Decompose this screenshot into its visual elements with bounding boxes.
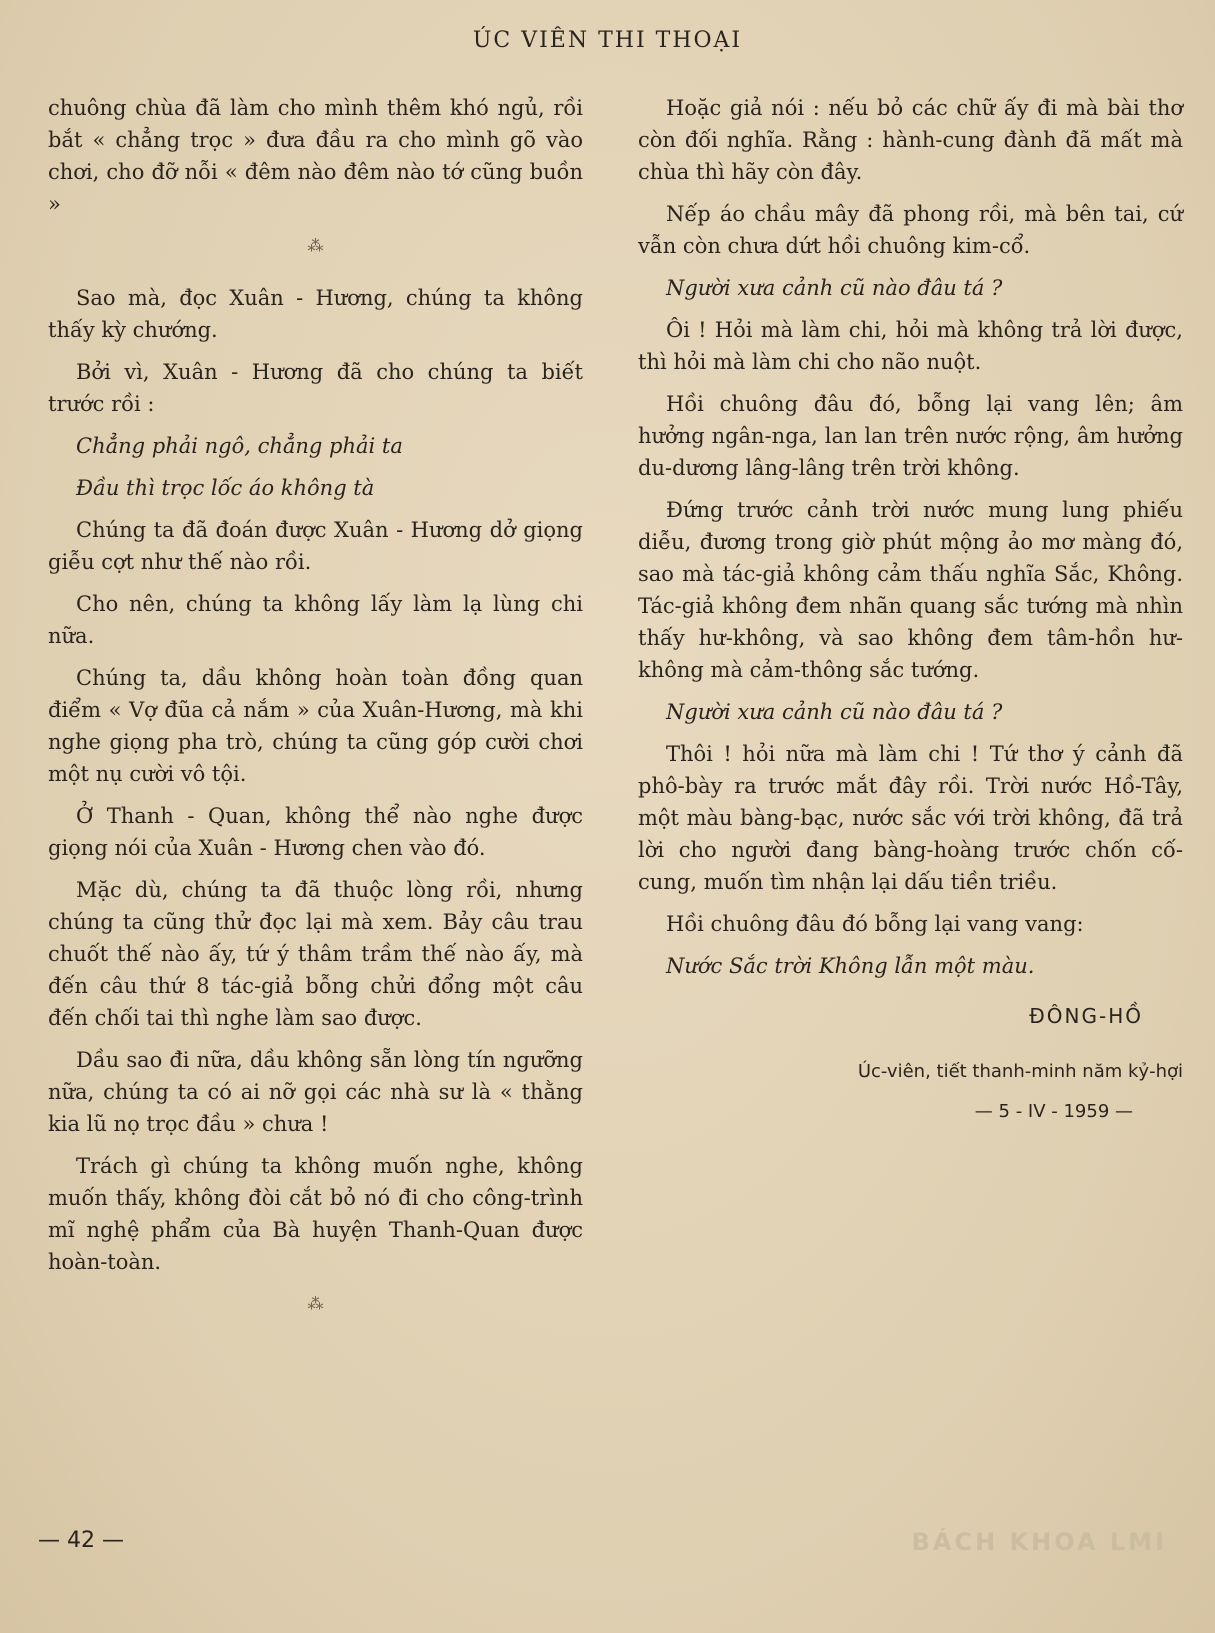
paragraph: Mặc dù, chúng ta đã thuộc lòng rồi, nhưng chúng ta cũng thử đọc lại mà xem. Bảy câu trau chuốt thế nào ấy, tứ ý thâm trầm thế nào ấy, mà đến câu thứ 8 tác-giả bỗng chửi đổng một câu đến chối tai thì nghe làm sao được. bbox=[48, 878, 583, 1030]
paragraph: Nếp áo chầu mây đã phong rồi, mà bên tai, cứ vẫn còn chưa dứt hồi chuông kim-cổ. bbox=[638, 202, 1183, 258]
page-number: — 42 — bbox=[38, 1528, 124, 1553]
paragraph: Ở Thanh - Quan, không thể nào nghe được giọng nói của Xuân - Hương chen vào đó. bbox=[48, 804, 583, 860]
left-column bbox=[48, 92, 583, 1340]
paragraph: Dầu sao đi nữa, dầu không sẵn lòng tín ngưỡng nữa, chúng ta có ai nỡ gọi các nhà sư là « thằng kia lũ nọ trọc đầu » chưa ! bbox=[48, 1048, 583, 1136]
verse-line: Chẳng phải ngô, chẳng phải ta bbox=[76, 434, 403, 458]
verse-line: Nước Sắc trời Không lẫn một màu. bbox=[666, 954, 1035, 978]
verse-line: Người xưa cảnh cũ nào đâu tá ? bbox=[666, 700, 1003, 724]
paragraph: Ôi ! Hỏi mà làm chi, hỏi mà không trả lời được, thì hỏi mà làm chi cho não nuột. bbox=[638, 318, 1183, 374]
paragraph: Hồi chuông đâu đó bỗng lại vang vang: bbox=[666, 912, 1084, 936]
paragraph: Hoặc giả nói : nếu bỏ các chữ ấy đi mà bài thơ còn đối nghĩa. Rằng : hành-cung đành đã mất mà chùa thì hãy còn đây. bbox=[638, 96, 1183, 184]
section-ornament: ⁂ bbox=[307, 236, 324, 255]
paragraph: Chúng ta đã đoán được Xuân - Hương dở giọng giễu cợt như thế nào rồi. bbox=[48, 518, 583, 574]
verse-line: Người xưa cảnh cũ nào đâu tá ? bbox=[666, 276, 1003, 300]
dateline: Úc-viên, tiết thanh-minh năm kỷ-hợi bbox=[857, 1061, 1183, 1082]
section-ornament: ⁂ bbox=[307, 1294, 324, 1313]
paragraph: Đứng trước cảnh trời nước mung lung phiếu diễu, đương trong giờ phút mộng ảo mơ màng đó, sao mà tác-giả không cảm thấu nghĩa Sắc, Không. Tác-giả không đem nhãn quang sắc tướng mà nhìn thấy hư-không, và sao không đem tâm-hồn hư-không mà cảm-thông sắc tướng. bbox=[638, 498, 1183, 682]
paragraph: Hồi chuông đâu đó, bỗng lại vang lên; âm hưởng ngân-nga, lan lan trên nước rộng, âm hưởng du-dương lâng-lâng trên trời không. bbox=[638, 392, 1183, 480]
verse-line: Đầu thì trọc lốc áo không tà bbox=[76, 476, 375, 500]
right-column bbox=[638, 92, 1183, 1128]
page-header: ÚC VIÊN THI THOẠI bbox=[472, 28, 743, 53]
paragraph: Sao mà, đọc Xuân - Hương, chúng ta không thấy kỳ chướng. bbox=[48, 286, 583, 342]
date: — 5 - IV - 1959 — bbox=[974, 1101, 1133, 1122]
paragraph: Cho nên, chúng ta không lấy làm lạ lùng chi nữa. bbox=[48, 592, 583, 648]
paragraph: chuông chùa đã làm cho mình thêm khó ngủ, rồi bắt « chẳng trọc » đưa đầu ra cho mình gõ vào chơi, cho đỡ nỗi « đêm nào đêm nào tớ cũng buồn » bbox=[48, 96, 583, 216]
magazine-name: BÁCH KHOA LMI bbox=[911, 1528, 1167, 1556]
paragraph: Chúng ta, dầu không hoàn toàn đồng quan điểm « Vợ đũa cả nắm » của Xuân-Hương, mà khi nghe giọng pha trò, chúng ta cũng góp cười chơi một nụ cười vô tội. bbox=[48, 666, 583, 786]
paragraph: Trách gì chúng ta không muốn nghe, không muốn thấy, không đòi cắt bỏ nó đi cho công-trình mĩ nghệ phẩm của Bà huyện Thanh-Quan được hoàn-toàn. bbox=[48, 1154, 583, 1274]
paragraph: Bởi vì, Xuân - Hương đã cho chúng ta biết trước rồi : bbox=[48, 360, 583, 416]
author-signature: ĐÔNG-HỒ bbox=[1029, 1004, 1143, 1028]
paragraph: Thôi ! hỏi nữa mà làm chi ! Tứ thơ ý cảnh đã phô-bày ra trước mắt đây rồi. Trời nước Hồ-Tây, một màu bàng-bạc, nước sắc với trời không, đã trả lời cho người đang bàng-hoàng trước chốn cố-cung, muốn tìm nhận lại dấu tiền triều. bbox=[638, 742, 1183, 894]
